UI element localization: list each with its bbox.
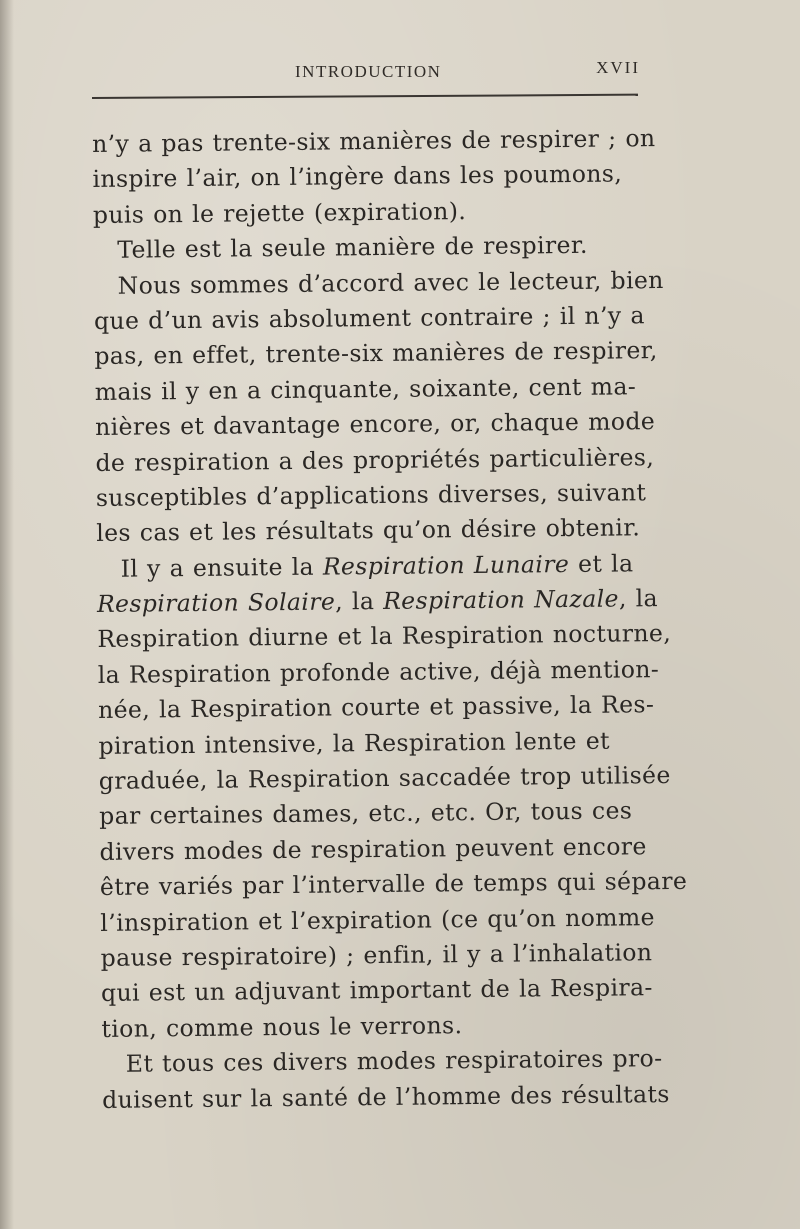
text-line: nières et davantage encore, or, chaque mode: [94, 407, 656, 442]
text-line: par certaines dames, etc., etc. Or, tous ces: [99, 796, 633, 831]
text-line: Nous sommes d’accord avec le lecteur, bien: [117, 265, 664, 300]
text-line: tion, comme nous le verrons.: [101, 1010, 463, 1043]
header-rule: [92, 94, 638, 99]
text-line: de respiration a des propriétés particulières,: [95, 442, 655, 477]
text-line: [97, 581, 657, 622]
text-line: Respiration diurne et la Respiration nocturne,: [97, 619, 672, 654]
text-line: qui est un adjuvant important de la Respira-: [100, 973, 653, 1008]
body-text: [92, 121, 688, 1118]
text-line: être variés par l’intervalle de temps qui sépare: [99, 867, 688, 902]
running-title: INTRODUCTION: [295, 62, 442, 81]
italic-term: Respiration Nazale: [382, 584, 620, 616]
text-line: pause respiratoire) ; enfin, il y a l’inhalation: [100, 938, 653, 972]
text-run: et la: [569, 549, 634, 578]
text-run: , la: [618, 584, 659, 613]
text-line: Et tous ces divers modes respiratoires pro-: [125, 1044, 663, 1078]
running-head: [90, 58, 640, 88]
text-line: divers modes de respiration peuvent encore: [99, 832, 647, 866]
text-line: la Respiration profonde active, déjà mention-: [97, 654, 660, 689]
page-gutter-shadow: [0, 0, 14, 1229]
text-line: puis on le rejette (expiration).: [92, 196, 467, 229]
text-line: que d’un avis absolument contraire ; il n’y a: [93, 301, 645, 335]
text-line: susceptibles d’applications diverses, suivant: [95, 478, 647, 512]
text-line: n’y a pas trente-six manières de respirer ; on: [92, 124, 656, 158]
text-line: l’inspiration et l’expiration (ce qu’on nomme: [100, 902, 656, 937]
text-line: [96, 546, 656, 587]
text-line: Telle est la seule manière de respirer.: [117, 230, 588, 264]
text-line: inspire l’air, on l’ingère dans les poumons,: [92, 159, 623, 194]
text-line: mais il y en a cinquante, soixante, cent ma-: [94, 372, 637, 406]
italic-term: Respiration Lunaire: [322, 549, 570, 581]
page-number: XVII: [596, 58, 640, 77]
text-line: duisent sur la santé de l’homme des résultats: [102, 1079, 670, 1114]
text-line: pas, en effet, trente-six manières de respirer,: [94, 336, 658, 371]
text-line: piration intensive, la Respiration lente et: [98, 726, 611, 760]
text-run: Il y a ensuite la: [120, 552, 324, 583]
text-line: les cas et les résultats qu’on désire obtenir.: [96, 513, 641, 548]
text-line: née, la Respiration courte et passive, la Res-: [97, 690, 655, 725]
text-run: , la: [335, 587, 384, 616]
italic-term: Respiration Solaire: [96, 587, 336, 619]
text-line: graduée, la Respiration saccadée trop utilisée: [98, 761, 671, 795]
